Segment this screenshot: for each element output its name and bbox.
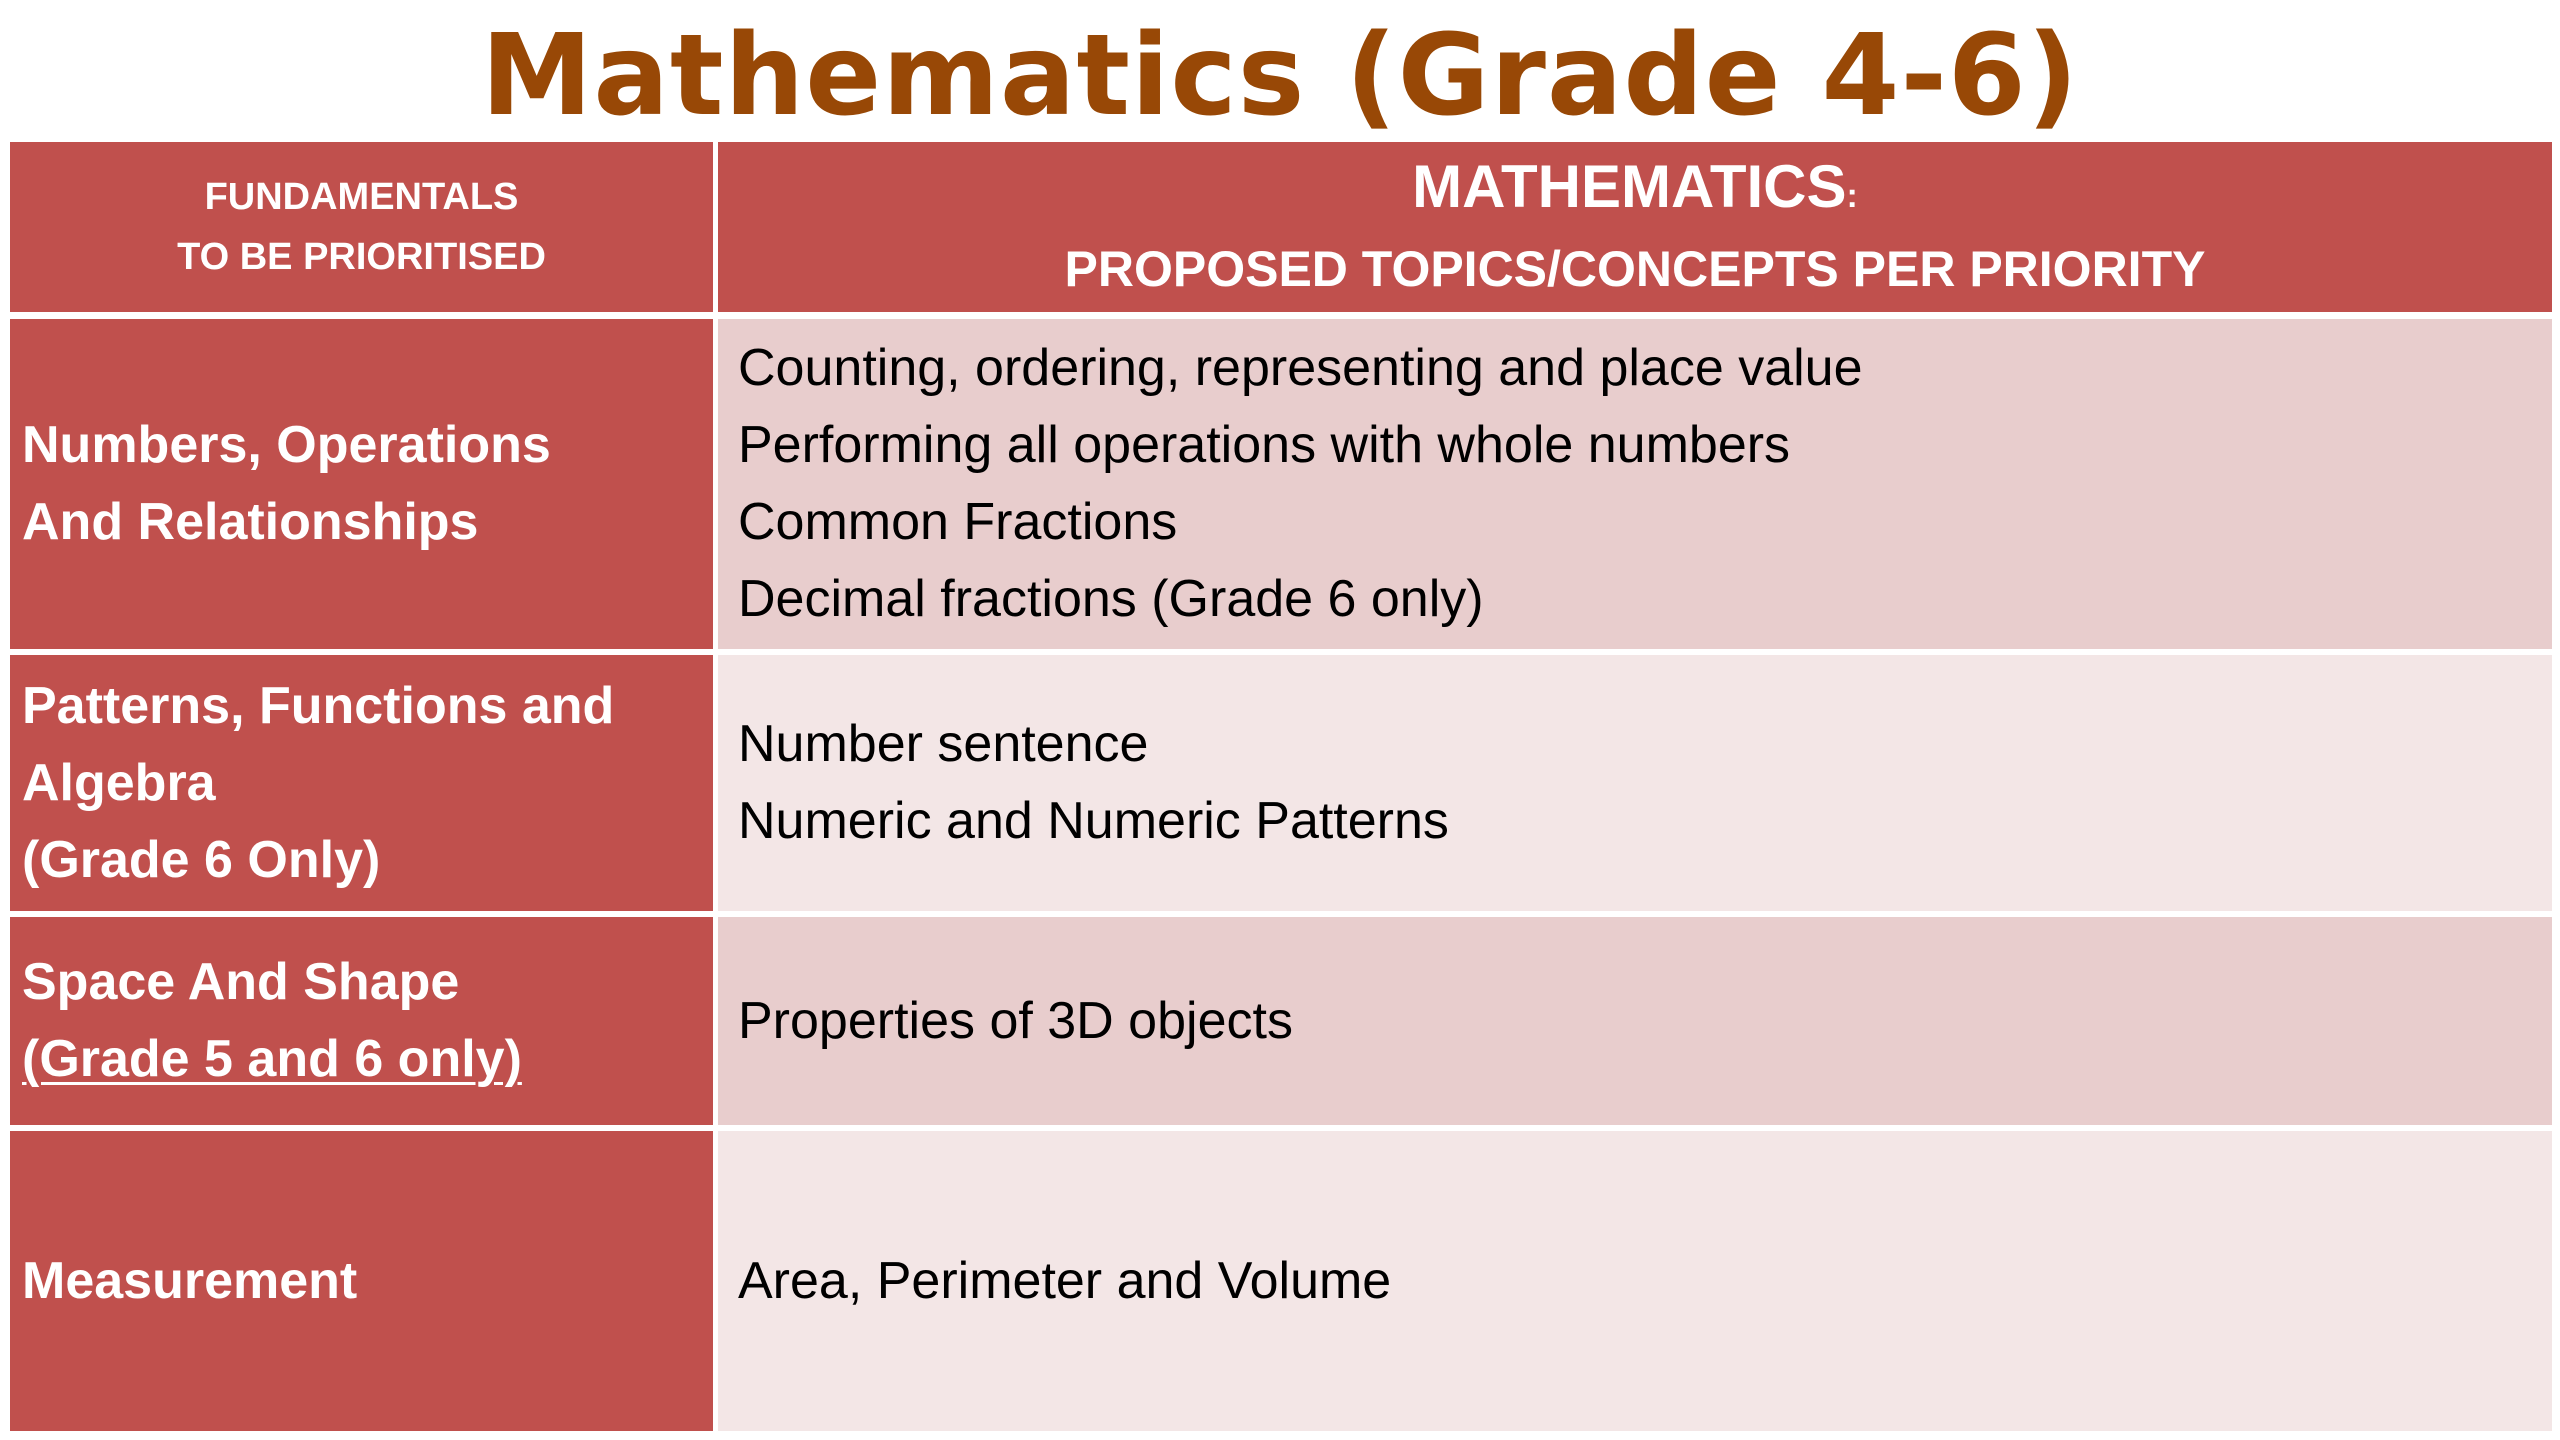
fundamental-label: Patterns, Functions and [22,676,615,735]
fundamental-label-underlined: (Grade 5 and 6 only) [22,1030,522,1088]
topic-item: Area, Perimeter and Volume [738,1251,1392,1310]
header-topics [718,142,2552,312]
priorities-table [10,142,2552,1439]
fundamental-numbers [10,319,713,649]
topic-item: Properties of 3D objects [738,991,1293,1050]
fundamental-label: Algebra [22,753,216,812]
topic-item: Counting, ordering, representing and place value [738,339,1863,397]
fundamental-label: (Grade 6 Only) [22,830,381,889]
fundamental-label: Numbers, Operations [22,416,551,474]
header-fundamentals-line-1: FUNDAMENTALS [204,176,519,218]
fundamental-label: Measurement [22,1251,358,1310]
topics-patterns [718,655,2552,911]
topics-space-shape [718,917,2552,1125]
topics-numbers [718,319,2552,649]
topic-item: Numeric and Numeric Patterns [738,792,1449,850]
slide-title: Mathematics (Grade 4-6) [480,11,2080,141]
topic-item: Performing all operations with whole numbers [738,416,1791,474]
header-topics-main-text: MATHEMATICS [1412,152,1847,220]
topic-item: Number sentence [738,715,1149,773]
header-topics-colon: : [1846,176,1858,215]
fundamental-label: And Relationships [22,493,479,551]
header-fundamentals-line-2: TO BE PRIORITISED [177,236,546,278]
header-topics-main [1412,150,1858,233]
fundamental-space-shape [10,917,713,1125]
topic-item: Decimal fractions (Grade 6 only) [738,570,1484,628]
topics-measurement [718,1131,2552,1431]
topic-item: Common Fractions [738,493,1178,551]
fundamental-label: Space And Shape [22,953,460,1011]
header-topics-sub: PROPOSED TOPICS/CONCEPTS PER PRIORITY [1064,240,2206,297]
fundamental-patterns [10,655,713,911]
header-fundamentals [10,142,713,312]
fundamental-measurement [10,1131,713,1431]
